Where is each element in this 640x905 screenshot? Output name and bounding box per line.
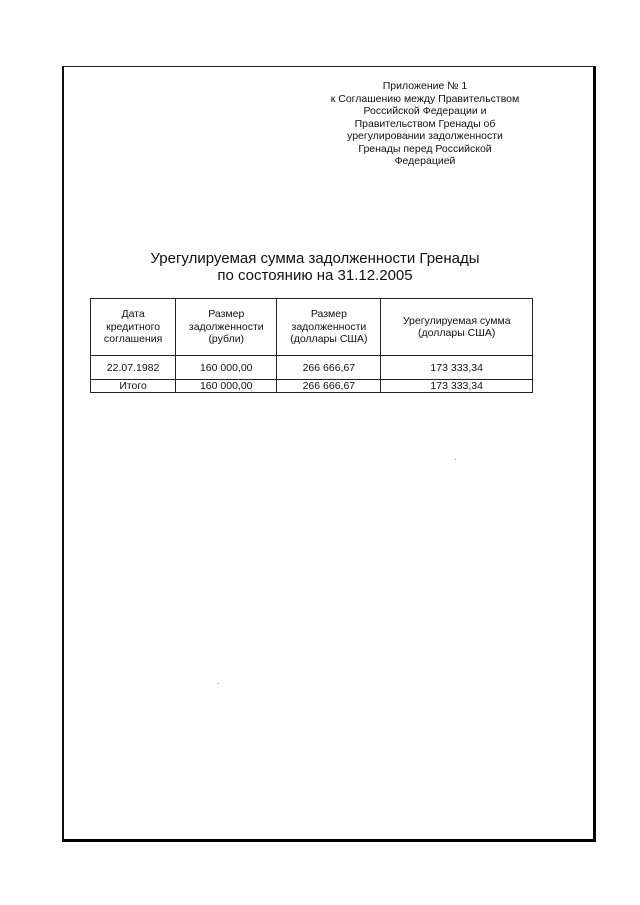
total-settled: 173 333,34 (381, 380, 533, 393)
header-text: Урегулируемая сумма (402, 314, 511, 327)
header-text: Дата (121, 308, 145, 321)
cell-settled: 173 333,34 (381, 356, 533, 380)
header-text: (доллары США) (290, 333, 368, 346)
header-text: Размер (310, 308, 347, 321)
header-cell-usd (277, 299, 381, 356)
total-rub: 160 000,00 (176, 380, 277, 393)
table-row (91, 356, 533, 380)
appendix-line: к Соглашению между Правительством (330, 92, 520, 105)
header-text: (доллары США) (418, 327, 496, 339)
header-text: задолженности (188, 320, 264, 333)
appendix-line: Гренады перед Российской (358, 142, 492, 155)
cell-usd: 266 666,67 (277, 356, 381, 380)
appendix-line: Российской Федерации и (363, 105, 487, 117)
cell-rub: 160 000,00 (176, 356, 277, 380)
title-line-2: по состоянию на 31.12.2005 (217, 267, 413, 284)
header-text: задолженности (291, 320, 367, 333)
header-cell-date (91, 299, 176, 356)
header-text: кредитного (106, 320, 161, 333)
document-title (92, 250, 538, 284)
appendix-line: Федерацией (394, 155, 456, 167)
cell-date: 22.07.1982 (91, 356, 176, 380)
header-text: Размер (208, 308, 245, 321)
scan-speck (218, 683, 219, 684)
table-total-row (91, 380, 533, 393)
appendix-note (310, 80, 540, 168)
header-text: (рубли) (208, 333, 245, 346)
table-header-row (91, 299, 533, 356)
appendix-line: Приложение № 1 (382, 80, 468, 92)
appendix-line: Правительством Гренады об (354, 117, 496, 130)
total-label: Итого (91, 380, 176, 393)
header-cell-rub (176, 299, 277, 356)
header-text: соглашения (103, 333, 163, 346)
debt-table (90, 298, 533, 393)
title-line-1: Урегулируемая сумма задолженности Гренады (150, 250, 480, 267)
scan-speck (455, 459, 456, 460)
total-usd: 266 666,67 (277, 380, 381, 393)
header-cell-settled (381, 299, 533, 356)
page-frame (62, 66, 596, 842)
appendix-line: урегулировании задолженности (347, 130, 503, 142)
